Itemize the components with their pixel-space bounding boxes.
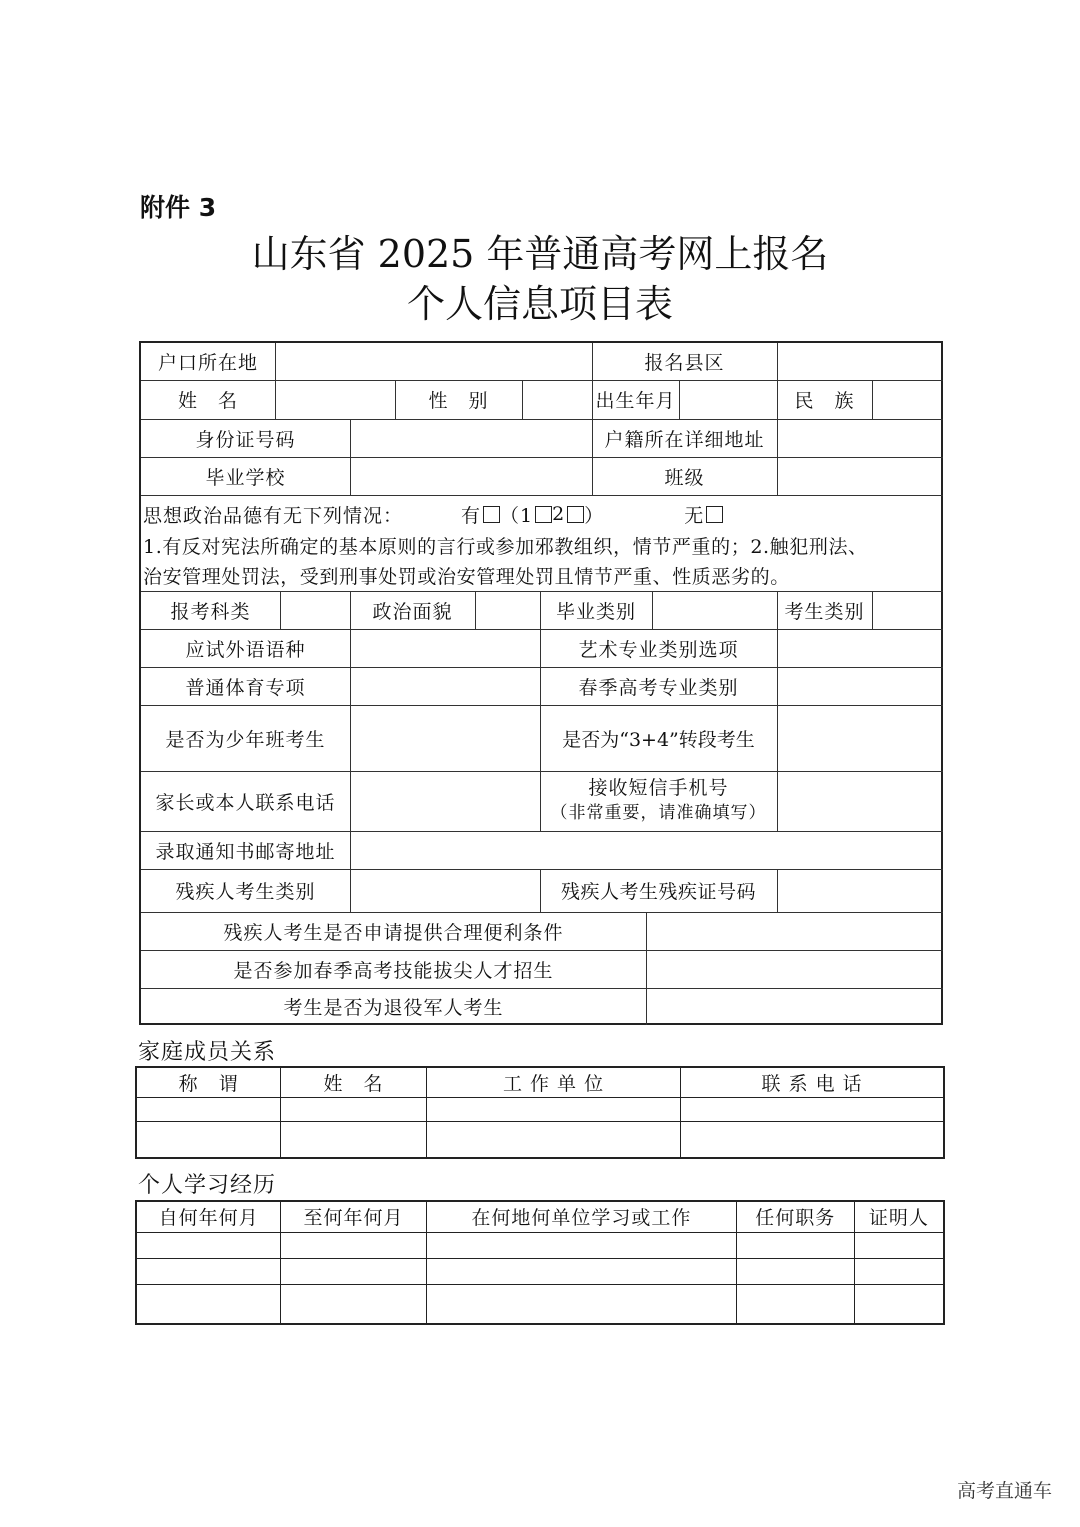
label-foreign-language: 应试外语语种 [185, 638, 306, 661]
conduct-open: （1 [500, 504, 534, 527]
label-sms-note: （非常重要，请准确填写） [550, 803, 767, 823]
label-class: 班级 [664, 466, 705, 489]
conduct-line-3: 治安管理处罚法，受到刑事处罚或治安管理处罚且情节严重、性质恶劣的。 [143, 565, 790, 588]
edu-col-from: 自何年何月 [136, 1201, 281, 1232]
label-school: 毕业学校 [205, 466, 286, 489]
annex-label: 附件 3 [140, 193, 217, 222]
label-birth: 出生年月 [595, 390, 676, 412]
label-veteran: 考生是否为退役军人考生 [283, 997, 504, 1019]
label-mailing-address: 录取通知书邮寄地址 [155, 840, 336, 863]
table-row [136, 1121, 944, 1158]
education-heading: 个人学习经历 [138, 1173, 277, 1198]
label-name: 姓 名 [177, 390, 238, 412]
label-candidate-type: 考生类别 [784, 600, 865, 623]
label-juvenile-class: 是否为少年班考生 [165, 728, 326, 751]
conduct-question [143, 499, 723, 529]
label-three-plus-four: 是否为“3+4”转段考生 [562, 728, 755, 751]
label-sms-phone: 接收短信手机号 [588, 777, 729, 799]
checkbox-no[interactable] [706, 506, 723, 523]
checkbox-option-2[interactable] [567, 506, 584, 523]
label-ethnicity: 民 族 [794, 390, 855, 412]
label-political-status: 政治面貌 [372, 600, 453, 623]
conduct-two: 2 [552, 503, 566, 525]
table-row [136, 1285, 944, 1324]
page-title: 山东省 2025 年普通高考网上报名 [251, 232, 829, 276]
table-row [136, 1232, 944, 1258]
family-col-phone: 联 系 电 话 [681, 1067, 944, 1097]
checkbox-yes[interactable] [483, 506, 500, 523]
edu-col-to: 至何年何月 [281, 1201, 427, 1232]
conduct-close: ） [584, 504, 605, 527]
label-hukou-address: 户籍所在详细地址 [604, 428, 765, 451]
family-col-name: 姓 名 [281, 1067, 427, 1097]
conduct-yes-label: 有 [461, 504, 482, 527]
edu-col-place: 在何地何单位学习或工作 [426, 1201, 736, 1232]
checkbox-option-1[interactable] [535, 506, 552, 523]
label-id-number: 身份证号码 [195, 428, 296, 451]
watermark: 高考直通车 [956, 1480, 1052, 1502]
label-parent-phone: 家长或本人联系电话 [155, 791, 336, 814]
conduct-line-2: 1.有反对宪法所确定的基本原则的言行或参加邪教组织，情节严重的；2.触犯刑法、 [143, 535, 868, 558]
label-subject-category: 报考科类 [170, 600, 251, 623]
label-registration-county: 报名县区 [644, 352, 725, 374]
label-art-major: 艺术专业类别选项 [578, 638, 739, 661]
family-heading: 家庭成员关系 [138, 1040, 277, 1065]
label-disabled-accommodation: 残疾人考生是否申请提供合理便利条件 [223, 921, 564, 944]
info-form-table [139, 341, 943, 1025]
edu-col-witness: 证明人 [854, 1201, 944, 1232]
family-col-relation: 称 谓 [136, 1067, 281, 1097]
label-disabled-type: 残疾人考生类别 [175, 881, 316, 903]
page-subtitle: 个人信息项目表 [406, 282, 673, 326]
table-row [136, 1258, 944, 1284]
label-spring-major: 春季高考专业类别 [578, 676, 739, 699]
family-table [135, 1066, 945, 1159]
label-sms-phone-cell [540, 771, 777, 831]
conduct-question-label: 思想政治品德有无下列情况： [143, 504, 404, 527]
table-row [136, 1097, 944, 1121]
label-gender: 性 别 [428, 390, 489, 412]
education-table [135, 1200, 945, 1325]
conduct-no-label: 无 [684, 504, 705, 527]
label-graduate-type: 毕业类别 [555, 600, 636, 623]
label-pe-specialty: 普通体育专项 [185, 676, 306, 699]
label-spring-talent: 是否参加春季高考技能拔尖人才招生 [233, 959, 554, 982]
label-disability-cert: 残疾人考生残疾证号码 [560, 881, 756, 903]
edu-col-position: 任何职务 [736, 1201, 854, 1232]
label-hukou-location: 户口所在地 [157, 352, 258, 374]
family-col-employer: 工 作 单 位 [426, 1067, 680, 1097]
